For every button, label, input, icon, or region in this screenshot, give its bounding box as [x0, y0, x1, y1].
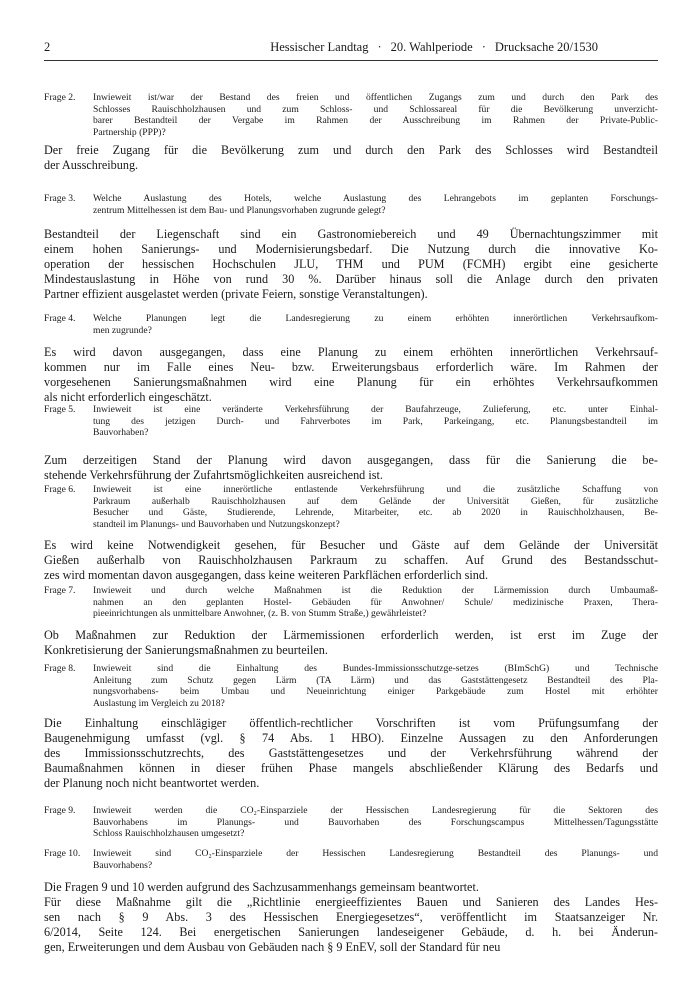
answer-line: einem hohen Sanierungs- und Modernisierungsbedarf. Die Nutzung durch die innovative Ko-: [44, 242, 658, 257]
answer-line: Der freie Zugang für die Bevölkerung zum und durch den Park des Schlosses wird Bestandteil: [44, 143, 658, 157]
question-line: men zugrunde?: [93, 324, 152, 336]
answer-line: Baumaßnahmen können in dieser frühen Phase mangels abschließender Klärung des Bedarfs und: [44, 761, 658, 776]
answer-line: zes wird momentan davon ausgegangen, dass keine weiteren Parkflächen erforderlich sind.: [44, 568, 489, 583]
answer-line: stehende Verkehrsführung der Zufahrtsmöglichkeiten ausreichend ist.: [44, 468, 383, 483]
question-line: Anleitung zum Schutz gegen Lärm (TA Lärm) und das Gaststättengesetz Bestandteil des Pla-: [93, 674, 658, 686]
question-label: Frage 6.: [44, 484, 76, 495]
legislative-period: 20. Wahlperiode: [390, 40, 473, 54]
question-label: Frage 10.: [44, 848, 81, 859]
question-line: Besucher und Gäste, Studierende, Lehrende, Mitarbeiter, etc. ab 2020 in Rauischholzhausen, Be-: [93, 507, 658, 519]
answer-line: 6/2014, Seite 124. Bei energetischen Sanierungen landeseigener Gebäude, d. h. bei Änderun-: [44, 925, 658, 940]
answer-line: Baugenehmigung umfasst (vgl. § 74 Abs. 1 HBO). Einzelne Aussagen zu den Anforderungen: [44, 731, 658, 746]
question-text: [93, 484, 658, 530]
question-line: Schloss Rauischholzhausen umgesetzt?: [93, 828, 245, 840]
question-block: [44, 663, 658, 709]
question-line: nahmen an den geplanten Hostel- Gebäuden für Anwohner/ Schule/ medizinische Praxen, Thera-: [93, 596, 658, 608]
question-text: [93, 663, 658, 709]
answer-line: vorgesehenen Sanierungsmaßnahmen wird eine Planung für ein erhöhtes Verkehrsaufkommen: [44, 375, 658, 390]
question-text: [93, 92, 658, 138]
answer-line: Bestandteil der Liegenschaft sind ein Gastronomiebereich und 49 Übernachtungszimmer mit: [44, 227, 658, 241]
question-line: Welche Planungen legt die Landesregierung zu einem erhöhten innerörtlichen Verkehrsaufkom-: [93, 313, 658, 324]
question-line: Inwieweit sind CO₂-Einsparziele der Hessischen Landesregierung Bestandteil des Planungs- und: [93, 848, 658, 859]
answer-paragraph: [44, 538, 658, 583]
question-text: [93, 585, 658, 620]
question-label: Frage 9.: [44, 805, 76, 816]
question-block: [44, 848, 658, 871]
answer-line: Konkretisierung der Sanierungsmaßnahmen zu beurteilen.: [44, 643, 328, 658]
answer-line: des Immissionsschutzrechts, des Gaststättengesetzes und der Verkehrsführung während der: [44, 746, 658, 761]
question-block: [44, 805, 658, 840]
answer-paragraph: [44, 227, 658, 302]
publication-name: Hessischer Landtag: [270, 40, 369, 54]
answer-line: Es wird keine Notwendigkeit gesehen, für Besucher und Gäste auf dem Gelände der Universität: [44, 538, 658, 552]
answer-line: Es wird davon ausgegangen, dass eine Planung zu einem erhöhten innerörtlichen Verkehrsauf-: [44, 345, 658, 359]
separator: ·: [377, 40, 382, 54]
question-line: Inwieweit und durch welche Maßnahmen ist die Reduktion der Lärmemission durch Umbaumaß-: [93, 585, 658, 596]
answer-line: kommen nur im Falle eines Neu- bzw. Erweiterungsbaus erforderlich wäre. Im Rahmen der: [44, 360, 658, 375]
answer-line: als nicht erforderlich eingeschätzt.: [44, 390, 212, 405]
answer-paragraph: [44, 716, 658, 791]
question-line: Schlosses Rauischholzhausen und zum Schloss- und Schlossareal für die Bevölkerung unverzicht-: [93, 103, 658, 115]
answer-line: Mindestauslastung in Höhe von rund 30 %. Darüber hinaus soll die Anlage durch den privaten: [44, 272, 658, 287]
question-line: zentrum Mittelhessen ist dem Bau- und Planungsvorhaben zugrunde gelegt?: [93, 204, 386, 216]
question-text: [93, 404, 658, 439]
question-line: Parkraum außerhalb Rauischholzhausen auf dem Gelände der Universität Gießen, für zusätzliche: [93, 495, 658, 507]
question-line: Bauvorhaben?: [93, 427, 149, 439]
answer-line: sen nach § 9 Abs. 3 des Hessischen Energiegesetzes“, veröffentlicht im Staatsanzeiger Nr.: [44, 910, 658, 925]
answer-line: Gießen außerhalb von Rauischholzhausen Parkraum zu schaffen. Auf Grund des Bestandsschut-: [44, 553, 658, 568]
answer-line: Ob Maßnahmen zur Reduktion der Lärmemissionen erforderlich werden, ist erst im Zuge der: [44, 628, 658, 642]
question-line: Inwieweit werden die CO₂-Einsparziele der Hessischen Landesregierung für die Sektoren des: [93, 805, 658, 816]
question-label: Frage 7.: [44, 585, 76, 596]
question-label: Frage 3.: [44, 193, 76, 204]
running-title: [270, 40, 598, 55]
question-block: [44, 193, 658, 216]
question-line: tung des jetzigen Durch- und Fahrverbotes im Park, Parkeingang, etc. Planungsbestandteil im: [93, 415, 658, 427]
question-line: Inwieweit sind die Einhaltung des Bundes-Immissionsschutzge-setzes (BImSchG) und Technische: [93, 663, 658, 674]
question-block: [44, 313, 658, 336]
question-line: barer Bestandteil der Vergabe im Rahmen der Ausschreibung im Rahmen der Private-Public-: [93, 115, 658, 127]
question-line: nungsvorhabens- beim Umbau und Neueinrichtung einiger Parkgebäude zum Hostel mit erhöhter: [93, 686, 658, 698]
question-text: [93, 805, 658, 840]
question-line: Bauvorhabens im Planungs- und Bauvorhaben des Forschungscampus Mittelhessen/Tagungsstätte: [93, 816, 658, 828]
question-line: Bauvorhabens?: [93, 859, 153, 871]
answer-line: Partner effizient ausgelastet werden (private Feiern, sonstige Veranstaltungen).: [44, 287, 428, 302]
question-label: Frage 8.: [44, 663, 76, 674]
answer-line: der Planung noch nicht beantwortet werden.: [44, 776, 260, 791]
question-line: Inwieweit ist/war der Bestand des freien und öffentlichen Zugangs zum und durch den Park des: [93, 92, 658, 103]
answer-line: Für diese Maßnahme gilt die „Richtlinie energieeffizientes Bauen und Sanieren des Landes Hes-: [44, 895, 658, 910]
question-text: [93, 848, 658, 871]
question-text: [93, 313, 658, 336]
answer-line: der Ausschreibung.: [44, 158, 139, 173]
question-line: Inwieweit ist eine innerörtliche entlastende Verkehrsführung und die zusätzliche Schaffung von: [93, 484, 658, 495]
question-line: standteil im Planungs- und Bauvorhaben und Nutzungskonzept?: [93, 518, 340, 530]
answer-line: Die Fragen 9 und 10 werden aufgrund des Sachzusammenhangs gemeinsam beantwortet.: [44, 880, 479, 894]
answer-line: operation der hessischen Hochschulen JLU, THM und PUM (FCMH) ergibt eine gesicherte: [44, 257, 658, 272]
question-label: Frage 2.: [44, 92, 76, 103]
answer-line: gen, Erweiterungen und dem Ausbau von Gebäuden nach § 9 EnEV, soll der Standard für neu: [44, 940, 501, 955]
separator: ·: [481, 40, 486, 54]
running-header: [44, 40, 658, 61]
answer-line: Zum derzeitigen Stand der Planung wird davon ausgegangen, dass für die Sanierung die be-: [44, 453, 658, 467]
question-label: Frage 4.: [44, 313, 76, 324]
answer-paragraph: [44, 453, 658, 483]
question-block: [44, 92, 658, 138]
question-line: Auslastung im Vergleich zu 2018?: [93, 697, 225, 709]
question-line: Partnership (PPP)?: [93, 126, 166, 138]
question-line: pieeinrichtungen als unmittelbare Anwohner, (z. B. von Stumm Straße,) gewährleistet?: [93, 608, 427, 620]
answer-paragraph: [44, 345, 658, 405]
answer-paragraph: [44, 143, 658, 173]
question-block: [44, 585, 658, 620]
answer-line: Die Einhaltung einschlägiger öffentlich-rechtlicher Vorschriften ist vom Prüfungsumfang der: [44, 716, 658, 730]
question-block: [44, 404, 658, 439]
answer-paragraph: [44, 880, 658, 955]
page-number: 2: [44, 40, 51, 54]
question-label: Frage 5.: [44, 404, 76, 415]
answer-paragraph: [44, 628, 658, 658]
question-line: Inwieweit ist eine veränderte Verkehrsführung der Baufahrzeuge, Zulieferung, etc. unter Einhal-: [93, 404, 658, 415]
question-line: Welche Auslastung des Hotels, welche Auslastung des Lehrangebots im geplanten Forschungs-: [93, 193, 658, 204]
document-number: Drucksache 20/1530: [494, 40, 598, 54]
question-text: [93, 193, 658, 216]
question-block: [44, 484, 658, 530]
